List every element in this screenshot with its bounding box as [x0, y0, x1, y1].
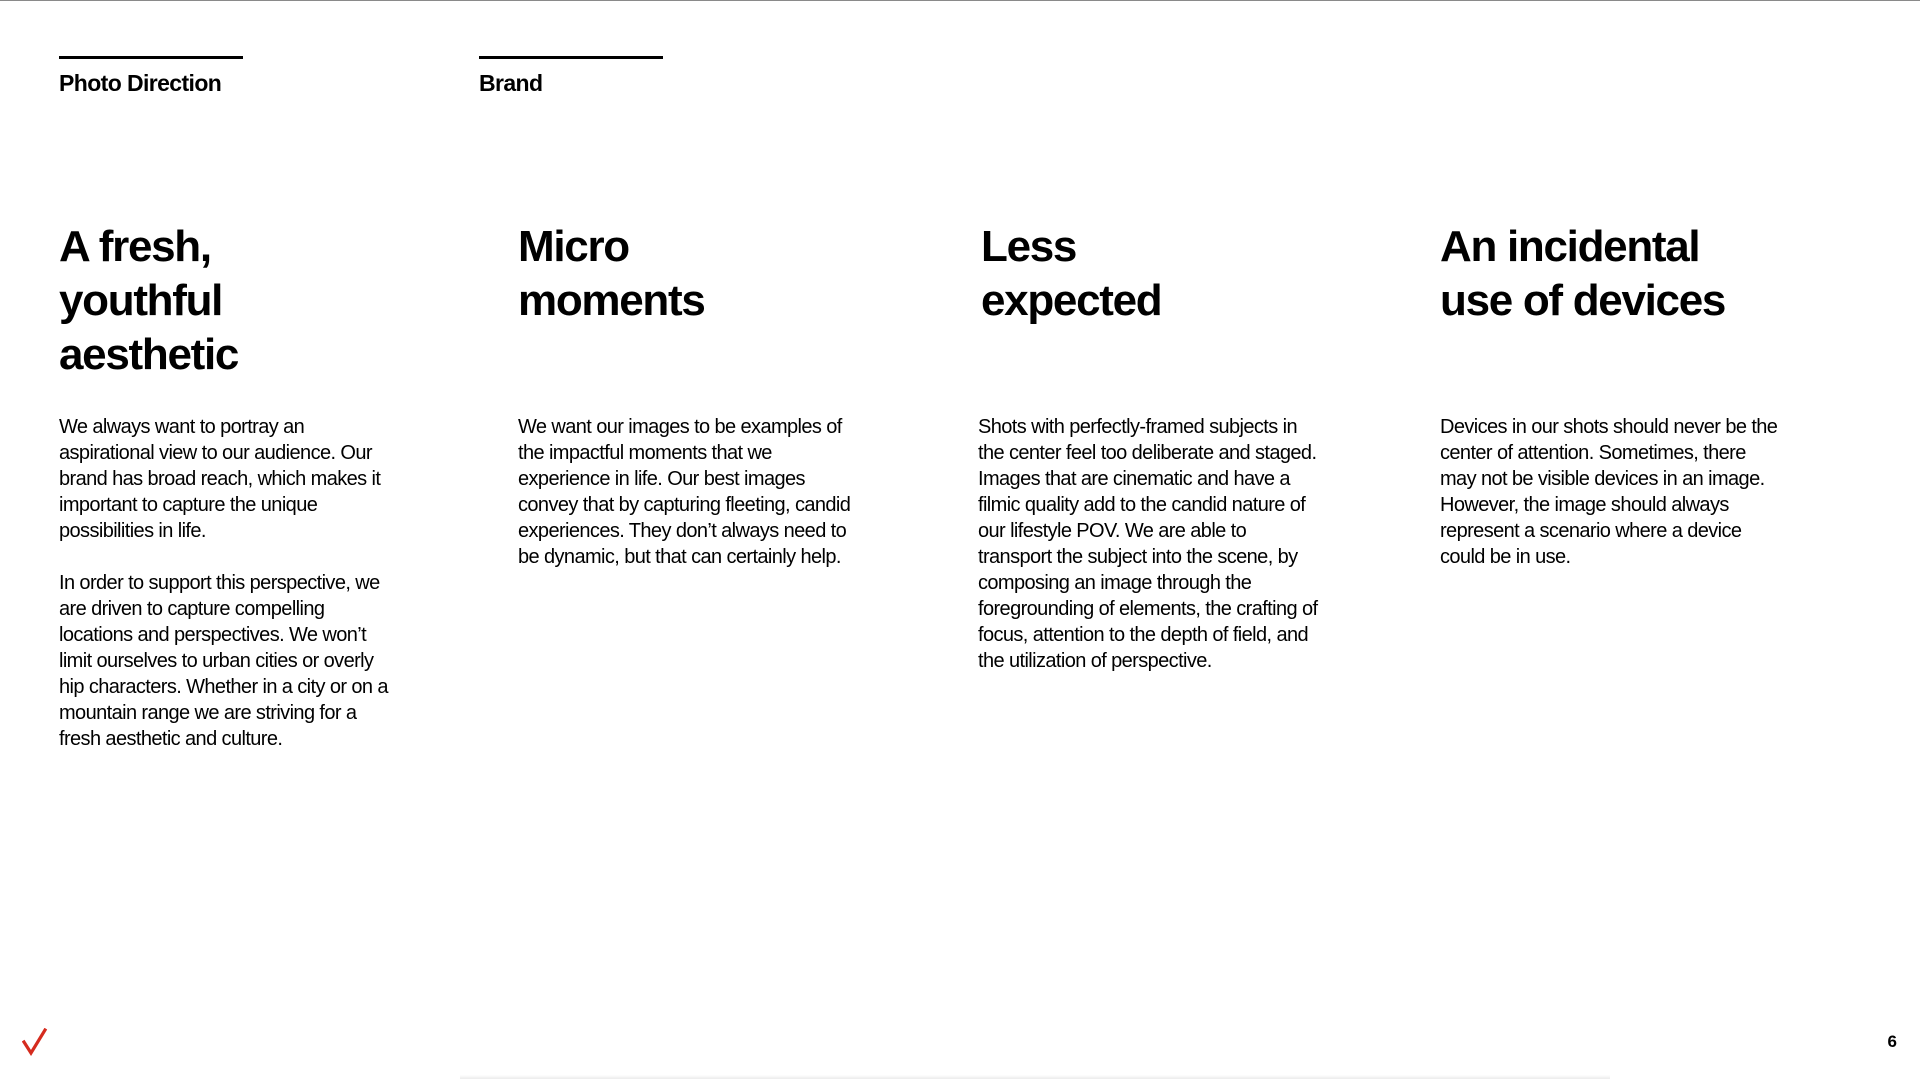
column-heading: A fresh, youthful aesthetic: [59, 222, 239, 379]
column-heading: Less expected: [981, 222, 1162, 325]
section-tab-photo-direction: [59, 56, 243, 97]
body-paragraph: In order to support this perspective, we are driven to capture compelling locations and perspectives. We won’t limit ourselves to urban cities or overly hip characters. Whether in a city or on a mountain range we are striving for a fresh aesthetic and culture.: [59, 572, 388, 750]
body-paragraph: We want our images to be examples of the impactful moments that we experience in life. Our best images convey that by capturing fleeting, candid experiences. They don’t always need to be dynamic, but that can certainly help.: [518, 416, 851, 568]
body-paragraph: Devices in our shots should never be the center of attention. Sometimes, there may not be visible devices in an image. However, the image should always represent a scenario where a device could be in use.: [1440, 416, 1778, 568]
column-less-expected: [978, 220, 1318, 672]
column-body: [59, 414, 389, 778]
section-rule: [479, 56, 663, 59]
section-rule: [59, 56, 243, 59]
column-micro-moments: [518, 220, 851, 568]
section-label: Brand: [479, 70, 543, 96]
column-fresh-aesthetic: [59, 220, 388, 750]
column-body: [1440, 414, 1780, 596]
section-label: Photo Direction: [59, 70, 222, 96]
column-heading: An incidental use of devices: [1440, 222, 1726, 325]
top-border: [0, 0, 1920, 1]
body-paragraph: Shots with perfectly-framed subjects in the center feel too deliberate and staged. Images that are cinematic and have a filmic quality add to the candid nature of our lifestyle POV. We are able to transport the subject into the scene, by composing an image through the foregrounding of elements, the crafting of focus, attention to the depth of field, and the utilization of perspective.: [978, 416, 1318, 672]
column-body: [978, 414, 1318, 700]
body-paragraph: We always want to portray an aspirational view to our audience. Our brand has broad reach, which makes it important to capture the unique possibilities in life.: [59, 416, 381, 542]
column-heading: Micro moments: [518, 222, 705, 325]
section-tab-brand: [479, 56, 663, 97]
check-mark-icon: [22, 1028, 48, 1056]
bottom-shadow: [460, 1075, 1610, 1079]
column-incidental-devices: [1440, 220, 1778, 568]
column-body: [518, 414, 858, 596]
page-number: 6: [1887, 1032, 1897, 1051]
